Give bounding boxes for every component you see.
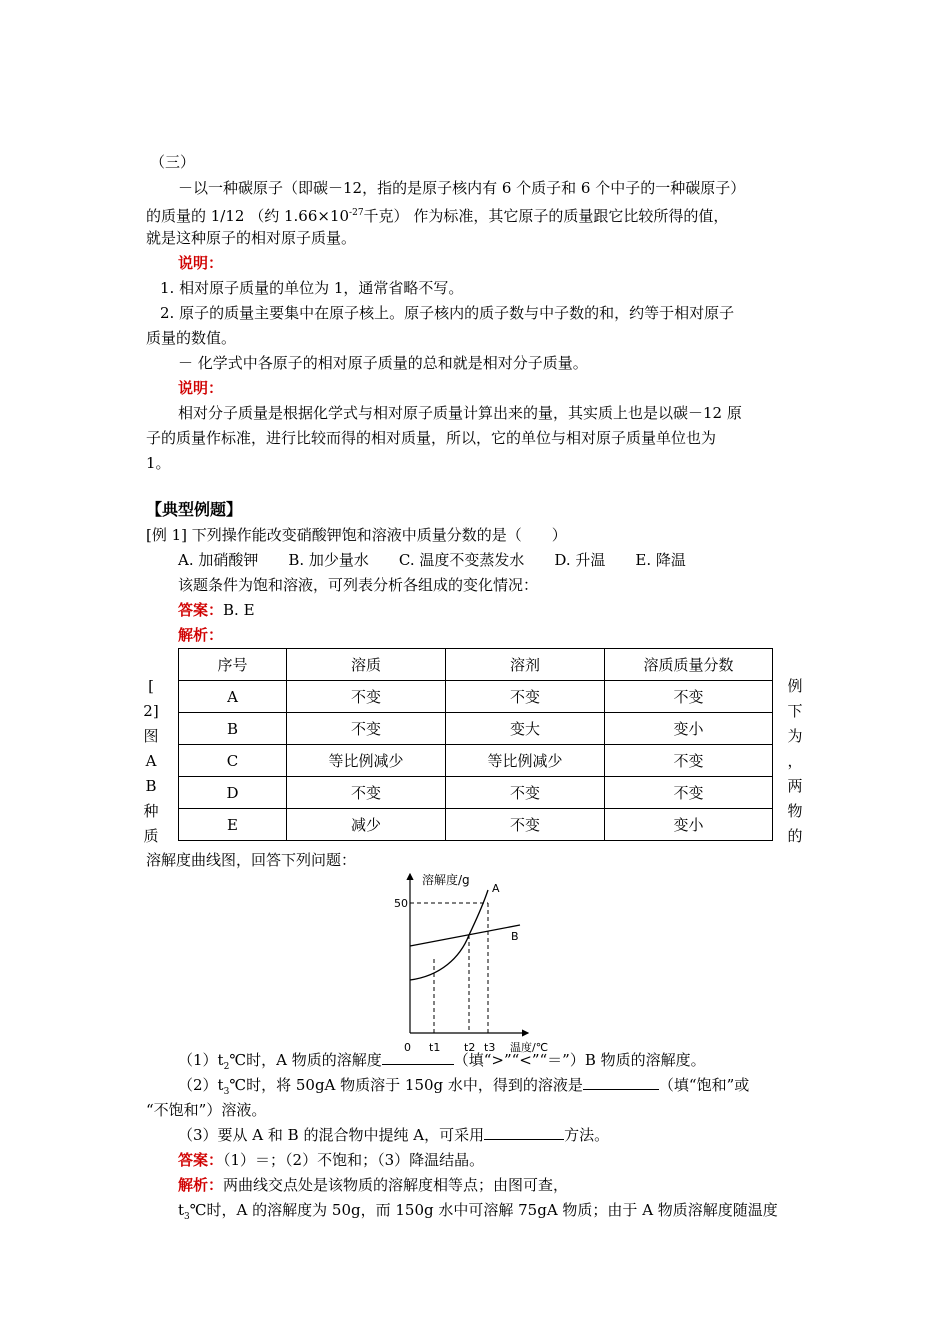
example-2-analysis: 解析：两曲线交点处是该物质的溶解度相等点；由图可查， [178, 1176, 569, 1194]
table-header: 序号 [179, 649, 287, 681]
paragraph-line: 就是这种原子的相对原子质量。 [146, 229, 357, 247]
x-tick-label: t2 [464, 1041, 476, 1054]
table-cell: 变大 [446, 713, 605, 745]
table-row [179, 713, 773, 745]
analysis-table [178, 648, 773, 841]
answer-blank [484, 1139, 564, 1140]
y-axis-label: 溶解度/g [422, 873, 470, 887]
wrap-char: B [145, 777, 157, 795]
x-tick-label: t3 [484, 1041, 496, 1054]
paragraph-line: 1。 [146, 454, 171, 472]
series-b-label: B [511, 930, 519, 943]
wrap-char: ， [787, 752, 803, 770]
table-cell: 不变 [287, 713, 446, 745]
note-label: 说明： [178, 254, 224, 272]
table-cell: 不变 [605, 745, 773, 777]
example-2-q1: $(1)t_2℃$时，A 物质的溶解度 （填“>”“<”“＝”）B 物质的溶解度。 [178, 1051, 706, 1072]
note-item: 1. 相对原子质量的单位为 1，通常省略不写。 [160, 279, 464, 297]
example-2-q2: $(2)t_3℃$时，将 50gA 物质溶于 150g 水中，得到的溶液是 （填“饱和”或 [178, 1076, 750, 1097]
section-heading: （三） [150, 153, 196, 171]
paragraph-line: －以一种碳原子（即碳－12，指的是原子核内有 6 个质子和 6 个中子的一种碳原子） [178, 179, 746, 197]
table-cell: 变小 [605, 809, 773, 841]
wrap-char: 两 [787, 777, 803, 795]
table-cell: D [179, 777, 287, 809]
table-cell: C [179, 745, 287, 777]
examples-title: 【典型例题】 [146, 500, 243, 519]
paragraph-line: 的质量的 1/12 （约 $1.66\times 10^{-27}$千克） 作为标准，其它原子的质量跟它比较所得的值， [146, 207, 729, 225]
table-cell: 不变 [605, 681, 773, 713]
note-item: 质量的数值。 [146, 329, 237, 347]
origin-label: 0 [404, 1041, 411, 1054]
solubility-chart [368, 868, 558, 1054]
table-cell: 等比例减少 [446, 745, 605, 777]
paragraph-line: － 化学式中各原子的相对原子质量的总和就是相对分子质量。 [178, 354, 588, 372]
example-1-intro: 该题条件为饱和溶液，可列表分析各组成的变化情况： [178, 576, 539, 594]
wrap-char: 的 [787, 827, 803, 845]
table-header-row [179, 649, 773, 681]
table-cell: 不变 [446, 777, 605, 809]
x-axis-label: 温度/℃ [510, 1041, 549, 1054]
example-2-answer: 答案：（1）＝；（2）不饱和；（3）降温结晶。 [178, 1151, 485, 1169]
wrap-char: 图 [143, 727, 159, 745]
table-row [179, 777, 773, 809]
paragraph-line: 相对分子质量是根据化学式与相对原子质量计算出来的量，其实质上也是以碳－12 原 [178, 404, 742, 422]
table-header: 溶质质量分数 [605, 649, 773, 681]
table-cell: B [179, 713, 287, 745]
note-item: 2. 原子的质量主要集中在原子核上。原子核内的质子数与中子数的和，约等于相对原子 [160, 304, 735, 322]
table-header: 溶剂 [446, 649, 605, 681]
example-2-q3: （3）要从 A 和 B 的混合物中提纯 A，可采用 方法。 [178, 1126, 610, 1144]
wrap-char: A [145, 752, 157, 770]
note-label: 说明： [178, 379, 224, 397]
wrap-char: 下 [787, 702, 803, 720]
x-tick-label: t1 [429, 1041, 441, 1054]
series-a-label: A [492, 882, 500, 895]
table-row [179, 745, 773, 777]
answer-blank [583, 1089, 659, 1090]
table-cell: 不变 [287, 681, 446, 713]
example-1-options: A. 加硝酸钾 B. 加少量水 C. 温度不变蒸发水 D. 升温 E. 降温 [178, 551, 686, 569]
table-cell: 减少 [287, 809, 446, 841]
table-cell: E [179, 809, 287, 841]
example-1-question: [例 1] 下列操作能改变硝酸钾饱和溶液中质量分数的是（ ） [146, 526, 567, 544]
table-cell: 等比例减少 [287, 745, 446, 777]
y-tick-label: 50 [394, 897, 408, 910]
wrap-char: 种 [143, 802, 159, 820]
table-cell: 变小 [605, 713, 773, 745]
wrap-char: 质 [143, 827, 159, 845]
wrap-char: 2] [143, 702, 159, 720]
example-2-q2-cont: “不饱和”）溶液。 [146, 1101, 267, 1119]
example-2-analysis-cont: $t_3℃$时，A 的溶解度为 50g，而 150g 水中可溶解 75gA 物质；由于 A 物质溶解度随温度 [178, 1201, 778, 1222]
wrap-char: 例 [787, 677, 803, 695]
example-1-answer: 答案：B. E [178, 601, 255, 619]
table-cell: 不变 [446, 681, 605, 713]
example-1-analysis-label: 解析： [178, 626, 224, 644]
table-row [179, 681, 773, 713]
table-cell: 不变 [446, 809, 605, 841]
table-row [179, 809, 773, 841]
table-header: 溶质 [287, 649, 446, 681]
table-cell: A [179, 681, 287, 713]
table-cell: 不变 [287, 777, 446, 809]
table-cell: 不变 [605, 777, 773, 809]
answer-blank [382, 1064, 454, 1065]
wrap-char: 物 [787, 802, 803, 820]
wrap-char: [ [148, 677, 154, 695]
example-2-intro: 溶解度曲线图，回答下列问题： [146, 851, 357, 869]
wrap-char: 为 [787, 727, 803, 745]
paragraph-line: 子的质量作标准，进行比较而得的相对质量，所以，它的单位与相对原子质量单位也为 [146, 429, 717, 447]
